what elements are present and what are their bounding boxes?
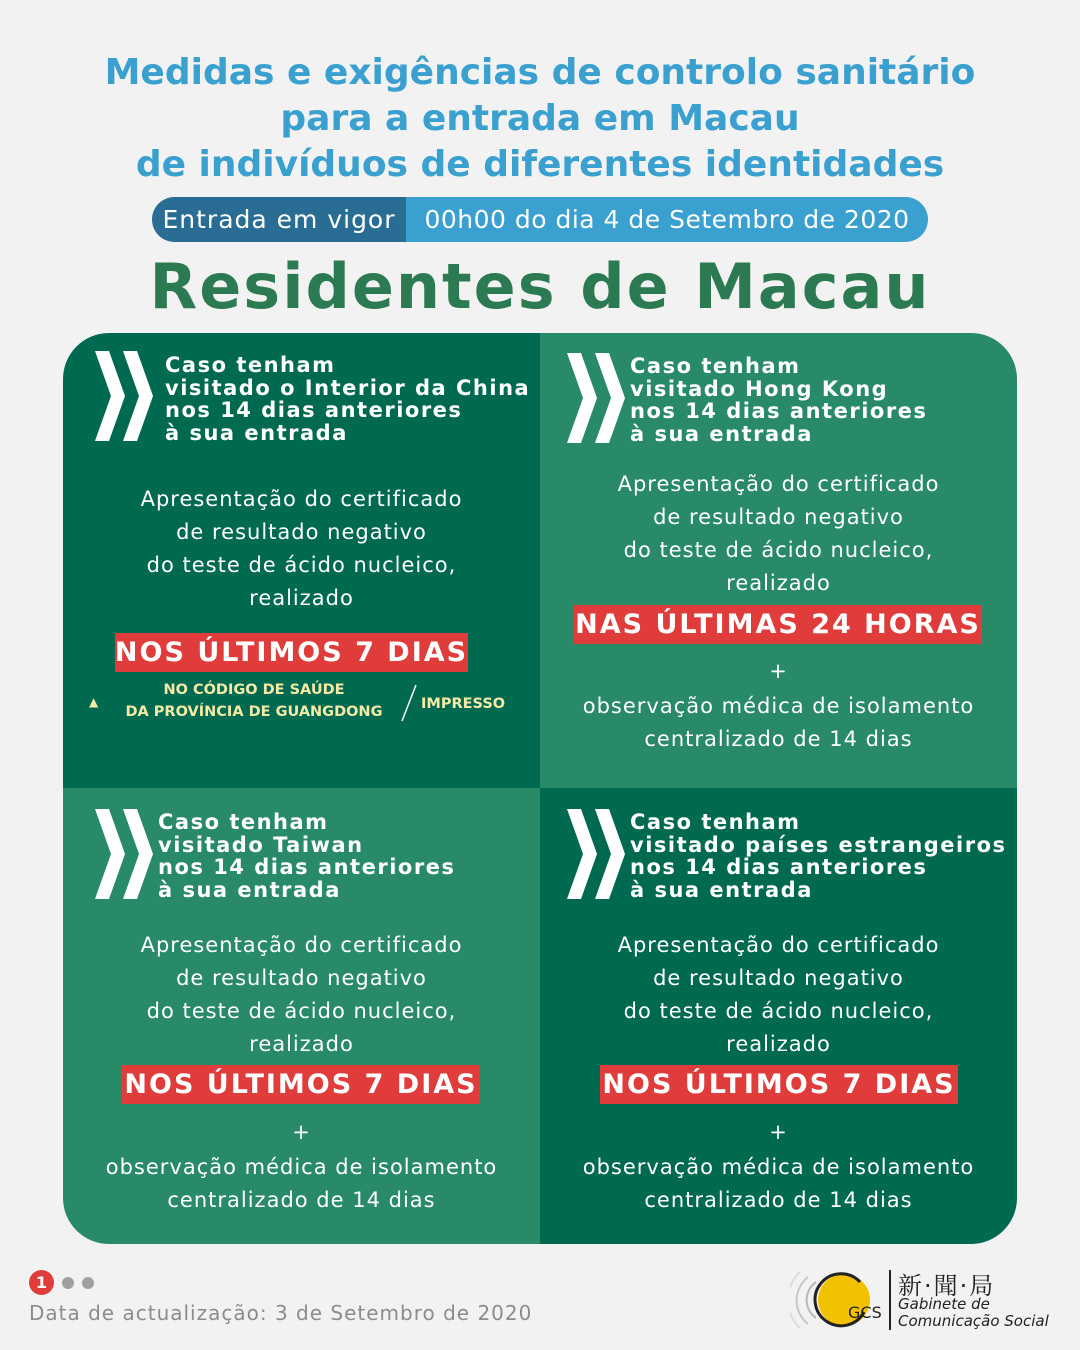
double-chevron-icon xyxy=(567,353,627,443)
logo-divider xyxy=(889,1270,891,1330)
gcs-logo xyxy=(790,1262,1070,1337)
section-title: Residentes de Macau xyxy=(149,250,931,323)
double-chevron-icon xyxy=(95,809,155,899)
effective-label: Entrada em vigor xyxy=(152,197,406,242)
quarantine-text: observação médica de isolamento centralizado de 14 dias xyxy=(582,694,975,751)
gcs-emblem-icon xyxy=(790,1262,890,1337)
note-guangdong-health-code: NO CÓDIGO DE SAÚDE DA PROVÍNCIA DE GUANGDONG xyxy=(125,682,383,720)
note-printed: IMPRESSO xyxy=(421,696,506,712)
page-indicator xyxy=(29,1270,94,1295)
page-dot-current: 1 xyxy=(29,1270,54,1295)
quadrant-heading: Caso tenham visitado Taiwan nos 14 dias anteriores à sua entrada xyxy=(158,810,456,902)
quadrant-taiwan xyxy=(63,788,540,1244)
time-badge: NOS ÚLTIMOS 7 DIAS xyxy=(122,1065,480,1104)
time-badge: NAS ÚLTIMAS 24 HORAS xyxy=(574,605,982,644)
title-line-1: Medidas e exigências de controlo sanitário xyxy=(104,52,976,93)
time-badge: NOS ÚLTIMOS 7 DIAS xyxy=(600,1065,958,1104)
quadrant-hong-kong xyxy=(540,333,1017,788)
quadrant-body: Apresentação do certificado de resultado negativo do teste de ácido nucleico, realizado xyxy=(617,933,940,1056)
quarantine-text: observação médica de isolamento centralizado de 14 dias xyxy=(105,1155,498,1212)
plus-sign: + xyxy=(769,659,788,683)
main-title xyxy=(0,50,1080,188)
quadrant-body: Apresentação do certificado de resultado negativo do teste de ácido nucleico, realizado xyxy=(140,487,463,610)
page-dot xyxy=(82,1277,94,1289)
plus-sign: + xyxy=(769,1120,788,1144)
quadrant-heading: Caso tenham visitado o Interior da China nos 14 dias anteriores à sua entrada xyxy=(165,353,531,445)
requirements-grid xyxy=(63,333,1017,1244)
title-line-3: de indivíduos de diferentes identidades xyxy=(135,144,945,185)
double-chevron-icon xyxy=(95,351,155,441)
update-date: Data de actualização: 3 de Setembro de 2020 xyxy=(29,1301,533,1325)
quarantine-text: observação médica de isolamento centralizado de 14 dias xyxy=(582,1155,975,1212)
effective-value: 00h00 do dia 4 de Setembro de 2020 xyxy=(406,197,928,242)
time-badge: NOS ÚLTIMOS 7 DIAS xyxy=(115,633,468,672)
effective-date-pill xyxy=(152,197,928,242)
logo-mark-text: GCS xyxy=(848,1303,882,1322)
title-line-2: para a entrada em Macau xyxy=(280,98,800,139)
quadrant-heading: Caso tenham visitado Hong Kong nos 14 dias anteriores à sua entrada xyxy=(630,354,928,446)
logo-chinese-name: 新·聞·局 xyxy=(898,1272,996,1300)
triangle-icon: ▲ xyxy=(89,695,99,709)
logo-portuguese-name: Gabinete de Comunicação Social xyxy=(898,1295,1049,1330)
quadrant-foreign-countries xyxy=(540,788,1017,1244)
plus-sign: + xyxy=(292,1120,311,1144)
slash-divider xyxy=(399,683,419,723)
quadrant-body: Apresentação do certificado de resultado negativo do teste de ácido nucleico, realizado xyxy=(617,472,940,595)
page-dot xyxy=(62,1277,74,1289)
double-chevron-icon xyxy=(567,809,627,899)
quadrant-interior-china xyxy=(63,333,540,788)
quadrant-body: Apresentação do certificado de resultado negativo do teste de ácido nucleico, realizado xyxy=(140,933,463,1056)
quadrant-heading: Caso tenham visitado países estrangeiros nos 14 dias anteriores à sua entrada xyxy=(630,810,1007,902)
